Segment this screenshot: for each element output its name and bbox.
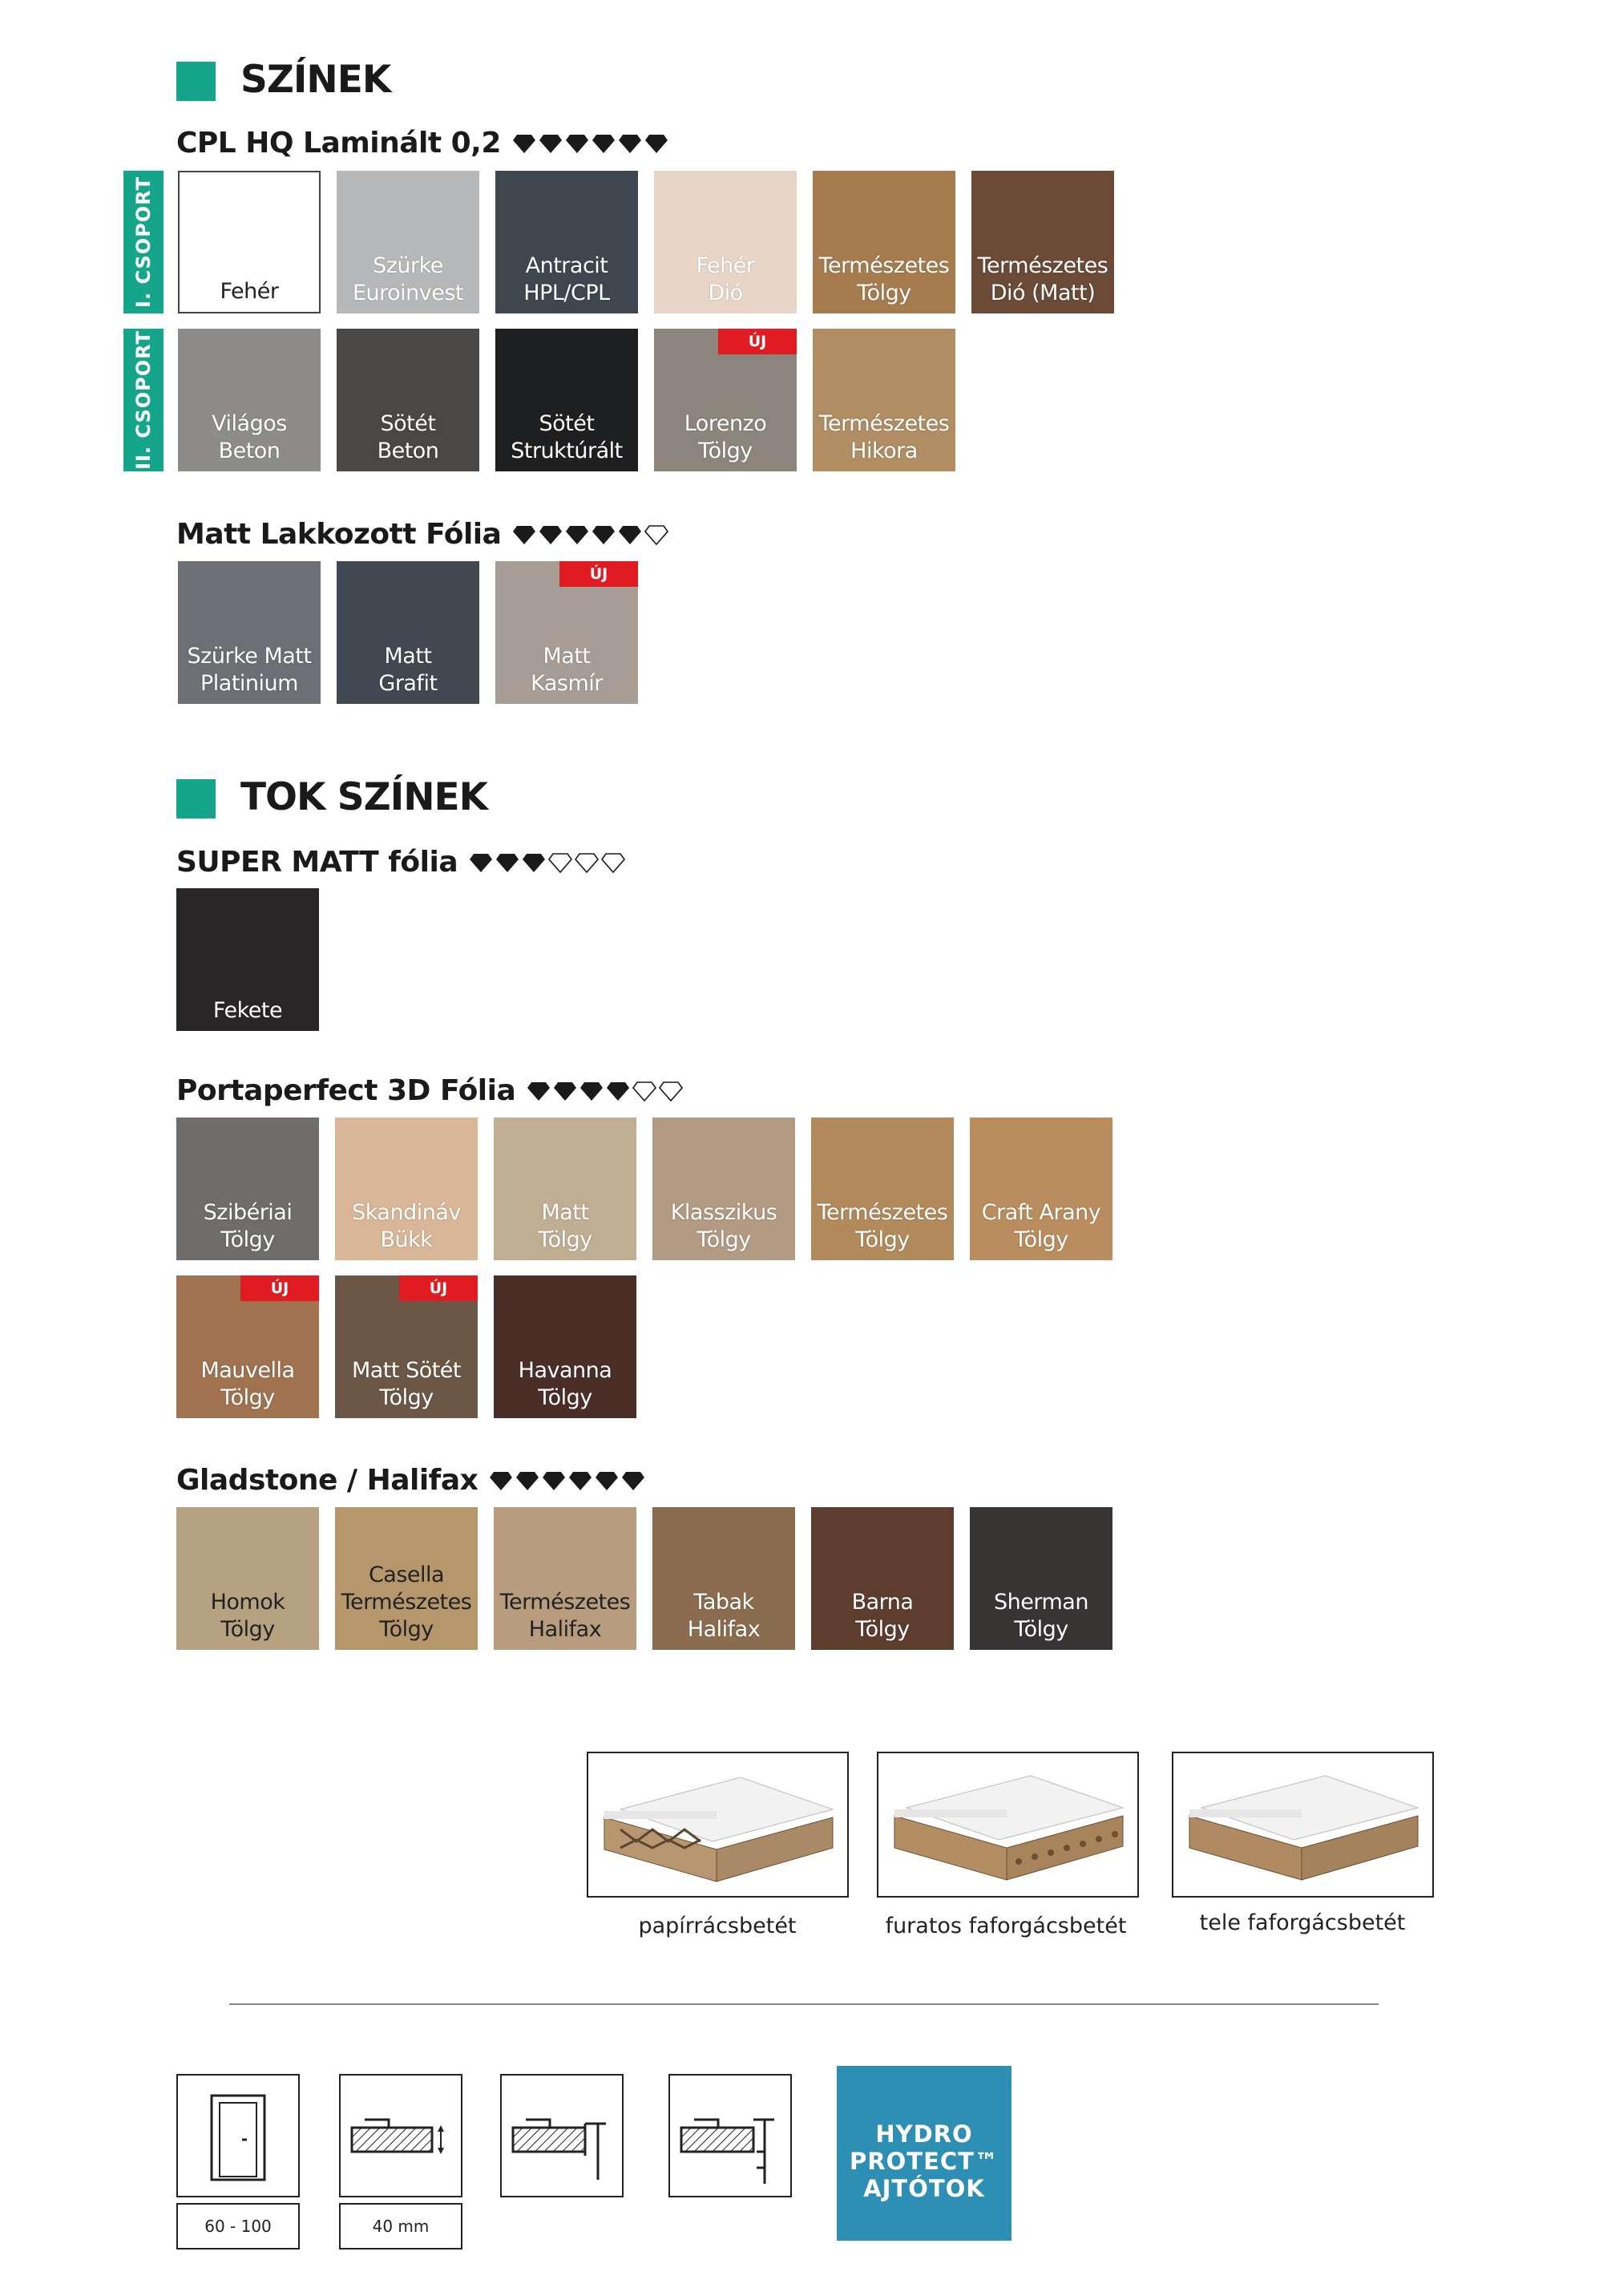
diamond-filled-icon xyxy=(469,852,493,873)
diamond-filled-icon xyxy=(568,1470,592,1491)
swatch-label-line: Tölgy xyxy=(857,281,911,305)
swatch-label-line: Fehér xyxy=(696,253,755,278)
diamond-filled-icon xyxy=(527,1081,551,1102)
swatch-label-line: Euroinvest xyxy=(352,281,464,305)
swatch-label-line: Hikora xyxy=(850,439,918,463)
diamond-filled-icon xyxy=(512,133,536,154)
swatch-label-line: Sötét xyxy=(380,411,436,436)
swatch-label-line: Antracit xyxy=(525,253,608,278)
swatch-label-line: Havanna xyxy=(518,1358,612,1383)
swatch-label xyxy=(495,643,638,697)
color-swatch xyxy=(495,329,638,471)
diamond-empty-icon xyxy=(601,852,625,873)
swatch-label xyxy=(495,410,638,465)
swatch-label-line: Halifax xyxy=(528,1617,602,1642)
swatch-label xyxy=(180,278,319,305)
door-icon xyxy=(178,2076,298,2196)
color-swatch xyxy=(494,1275,636,1418)
swatch-label-line: Természetes xyxy=(499,1590,631,1615)
thickness-icon xyxy=(341,2076,461,2196)
diamond-filled-icon xyxy=(495,852,519,873)
swatch-label-line: Természetes xyxy=(818,411,950,436)
swatch-label xyxy=(811,1589,954,1643)
diamond-filled-icon xyxy=(515,1470,539,1491)
swatch-label-line: Tölgy xyxy=(379,1617,434,1642)
rating-diamonds xyxy=(469,852,625,873)
swatch-label-line: Természetes xyxy=(817,1200,948,1225)
super-heading xyxy=(176,846,625,879)
rating-diamonds xyxy=(512,524,668,545)
glad-heading xyxy=(176,1464,645,1497)
swatch-label-line: Sötét xyxy=(539,411,595,436)
swatch-label-line: Matt xyxy=(543,644,591,669)
color-swatch xyxy=(654,171,797,313)
porta-title: Portaperfect 3D Fólia xyxy=(176,1074,516,1107)
swatch-label-line: Tölgy xyxy=(379,1385,434,1410)
section-marker xyxy=(176,779,216,819)
swatch-label xyxy=(337,643,479,697)
swatch-label xyxy=(494,1589,636,1643)
swatch-label-line: Tölgy xyxy=(538,1385,592,1410)
swatch-label xyxy=(335,1357,478,1412)
swatch-label xyxy=(970,1589,1112,1643)
swatch-label-line: Tölgy xyxy=(220,1617,275,1642)
diamond-filled-icon xyxy=(592,133,616,154)
color-swatch xyxy=(811,1507,954,1650)
diamond-filled-icon xyxy=(565,524,589,545)
swatch-label xyxy=(337,410,479,465)
swatch-label-line: Homok xyxy=(210,1590,285,1615)
diamond-filled-icon xyxy=(539,524,563,545)
swatch-label xyxy=(813,410,955,465)
swatch-label-line: Klasszikus xyxy=(670,1200,777,1225)
super-title: SUPER MATT fólia xyxy=(176,846,458,879)
swatch-label xyxy=(652,1199,795,1254)
group-label-1: I. CSOPORT xyxy=(132,176,155,308)
diamond-filled-icon xyxy=(592,524,616,545)
swatch-label-line: Lorenzo xyxy=(684,411,767,436)
color-swatch xyxy=(654,329,797,471)
color-swatch xyxy=(176,888,319,1031)
color-swatch xyxy=(178,561,321,704)
diamond-filled-icon xyxy=(539,133,563,154)
diamond-filled-icon xyxy=(565,133,589,154)
swatch-label xyxy=(494,1357,636,1412)
insert-image-tele xyxy=(1172,1752,1434,1898)
color-swatch xyxy=(335,1275,478,1418)
diamond-empty-icon xyxy=(575,852,599,873)
swatch-label-line: Matt xyxy=(541,1200,589,1225)
swatch-label-line: Szürke xyxy=(373,253,443,278)
diamond-filled-icon xyxy=(489,1470,513,1491)
color-swatch xyxy=(178,329,321,471)
swatch-label-line: Tölgy xyxy=(220,1227,275,1252)
divider xyxy=(229,2003,1379,2005)
swatch-label xyxy=(495,253,638,307)
swatch-label-line: Mauvella xyxy=(200,1358,295,1383)
new-badge: ÚJ xyxy=(240,1275,319,1301)
swatch-label-line: Skandináv xyxy=(352,1200,461,1225)
swatch-label-line: Dió (Matt) xyxy=(990,281,1096,305)
color-swatch xyxy=(652,1118,795,1260)
swatch-label-line: Struktúrált xyxy=(511,439,623,463)
porta-heading xyxy=(176,1074,683,1107)
swatch-label xyxy=(176,1357,319,1412)
swatch-label-line: Tölgy xyxy=(220,1385,275,1410)
color-swatch xyxy=(495,171,638,313)
frame-profile-icon-1 xyxy=(500,2074,624,2197)
color-swatch xyxy=(335,1507,478,1650)
insert-image-papir xyxy=(587,1752,849,1898)
insert-caption-2: furatos faforgácsbetét xyxy=(885,1914,1127,1938)
diamond-filled-icon xyxy=(644,133,668,154)
diamond-empty-icon xyxy=(548,852,572,873)
swatch-label xyxy=(337,253,479,307)
swatch-label xyxy=(970,1199,1112,1254)
swatch-label-line: Tölgy xyxy=(1014,1617,1068,1642)
swatch-label-line: HPL/CPL xyxy=(523,281,610,305)
color-swatch xyxy=(178,171,321,313)
insert-image-furatos xyxy=(877,1752,1139,1898)
swatch-label-line: Matt xyxy=(384,644,432,669)
section-marker xyxy=(176,62,216,101)
color-swatch xyxy=(176,1118,319,1260)
swatch-label-line: Természetes xyxy=(341,1590,472,1615)
swatch-label-line: Casella xyxy=(368,1562,445,1587)
hydro-line-3: AJTÓTOK xyxy=(863,2175,985,2202)
diamond-filled-icon xyxy=(606,1081,630,1102)
swatch-label xyxy=(176,1199,319,1254)
diamond-filled-icon xyxy=(542,1470,566,1491)
swatch-label xyxy=(176,1589,319,1643)
swatch-label xyxy=(654,410,797,465)
swatch-label-line: Bükk xyxy=(380,1227,433,1252)
section-title-tok: TOK SZÍNEK xyxy=(240,775,488,819)
color-swatch xyxy=(652,1507,795,1650)
swatch-label-line: Dió xyxy=(708,281,743,305)
swatch-label-line: Beton xyxy=(377,439,439,463)
group-bar-2 xyxy=(123,329,164,471)
swatch-label-line: Tabak xyxy=(693,1590,754,1615)
diamond-filled-icon xyxy=(553,1081,577,1102)
hydro-protect-badge xyxy=(837,2066,1011,2241)
swatch-label-line: Tölgy xyxy=(538,1227,592,1252)
swatch-label xyxy=(335,1199,478,1254)
swatch-label xyxy=(494,1199,636,1254)
color-swatch xyxy=(970,1507,1112,1650)
group-label-2: II. CSOPORT xyxy=(132,330,155,470)
insert-caption-1: papírrácsbetét xyxy=(638,1914,797,1938)
swatch-label xyxy=(971,253,1114,307)
swatch-label-line: Beton xyxy=(218,439,281,463)
swatch-label xyxy=(178,410,321,465)
swatch-label xyxy=(652,1589,795,1643)
hydro-line-1: HYDRO xyxy=(875,2120,973,2148)
color-swatch xyxy=(337,561,479,704)
swatch-label xyxy=(335,1562,478,1643)
diamond-filled-icon xyxy=(618,133,642,154)
group-bar-1 xyxy=(123,171,164,313)
color-swatch xyxy=(176,1507,319,1650)
swatch-label-line: Fehér xyxy=(220,279,279,304)
diamond-empty-icon xyxy=(659,1081,683,1102)
swatch-label-line: Természetes xyxy=(977,253,1108,278)
swatch-label xyxy=(176,997,319,1025)
new-badge: ÚJ xyxy=(559,561,638,587)
color-swatch xyxy=(176,1275,319,1418)
diamond-filled-icon xyxy=(579,1081,604,1102)
swatch-label xyxy=(654,253,797,307)
swatch-label-line: Craft Arany xyxy=(981,1200,1101,1225)
cpl-heading xyxy=(176,127,668,160)
swatch-label-line: Grafit xyxy=(378,671,438,696)
rating-diamonds xyxy=(527,1081,683,1102)
glad-title: Gladstone / Halifax xyxy=(176,1464,478,1497)
diamond-filled-icon xyxy=(621,1470,645,1491)
diamond-filled-icon xyxy=(595,1470,619,1491)
door-icon-box xyxy=(176,2074,300,2197)
matt-heading xyxy=(176,518,668,551)
swatch-label-line: Platinium xyxy=(200,671,298,696)
swatch-label-line: Tölgy xyxy=(1014,1227,1068,1252)
diamond-empty-icon xyxy=(632,1081,656,1102)
new-badge: ÚJ xyxy=(718,329,797,354)
swatch-label-line: Tölgy xyxy=(698,439,753,463)
color-swatch xyxy=(494,1118,636,1260)
swatch-label xyxy=(811,1199,954,1254)
thickness-label: 40 mm xyxy=(339,2203,462,2250)
color-swatch xyxy=(811,1118,954,1260)
cpl-title: CPL HQ Laminált 0,2 xyxy=(176,127,501,160)
color-swatch xyxy=(494,1507,636,1650)
thickness-icon-box xyxy=(339,2074,462,2197)
rating-diamonds xyxy=(512,133,668,154)
rating-diamonds xyxy=(489,1470,645,1491)
diamond-empty-icon xyxy=(644,524,668,545)
hydro-line-2: PROTECT™ xyxy=(850,2148,999,2175)
swatch-label-line: Barna xyxy=(851,1590,914,1615)
matt-title: Matt Lakkozott Fólia xyxy=(176,518,502,551)
diamond-filled-icon xyxy=(512,524,536,545)
width-label: 60 - 100 xyxy=(176,2203,300,2250)
color-swatch xyxy=(970,1118,1112,1260)
color-swatch xyxy=(337,171,479,313)
swatch-label-line: Fekete xyxy=(212,998,283,1023)
color-swatch xyxy=(813,171,955,313)
swatch-label-line: Világos xyxy=(212,411,287,436)
color-swatch xyxy=(971,171,1114,313)
swatch-label-line: Tölgy xyxy=(697,1227,751,1252)
diamond-filled-icon xyxy=(522,852,546,873)
color-swatch xyxy=(337,329,479,471)
new-badge: ÚJ xyxy=(399,1275,478,1301)
swatch-label-line: Matt Sötét xyxy=(351,1358,462,1383)
swatch-label-line: Halifax xyxy=(687,1617,761,1642)
diamond-filled-icon xyxy=(618,524,642,545)
swatch-label xyxy=(178,643,321,697)
insert-caption-3: tele faforgácsbetét xyxy=(1199,1910,1406,1935)
color-swatch xyxy=(335,1118,478,1260)
section-title-szinek: SZÍNEK xyxy=(240,58,391,102)
swatch-label-line: Szibériai xyxy=(203,1200,293,1225)
swatch-label-line: Tölgy xyxy=(855,1227,910,1252)
swatch-label-line: Tölgy xyxy=(855,1617,910,1642)
color-swatch xyxy=(813,329,955,471)
frame-profile-icon-2 xyxy=(668,2074,792,2197)
swatch-label-line: Sherman xyxy=(994,1590,1088,1615)
swatch-label xyxy=(813,253,955,307)
swatch-label-line: Szürke Matt xyxy=(187,644,312,669)
swatch-label-line: Természetes xyxy=(818,253,950,278)
color-swatch xyxy=(495,561,638,704)
swatch-label-line: Kasmír xyxy=(531,671,603,696)
